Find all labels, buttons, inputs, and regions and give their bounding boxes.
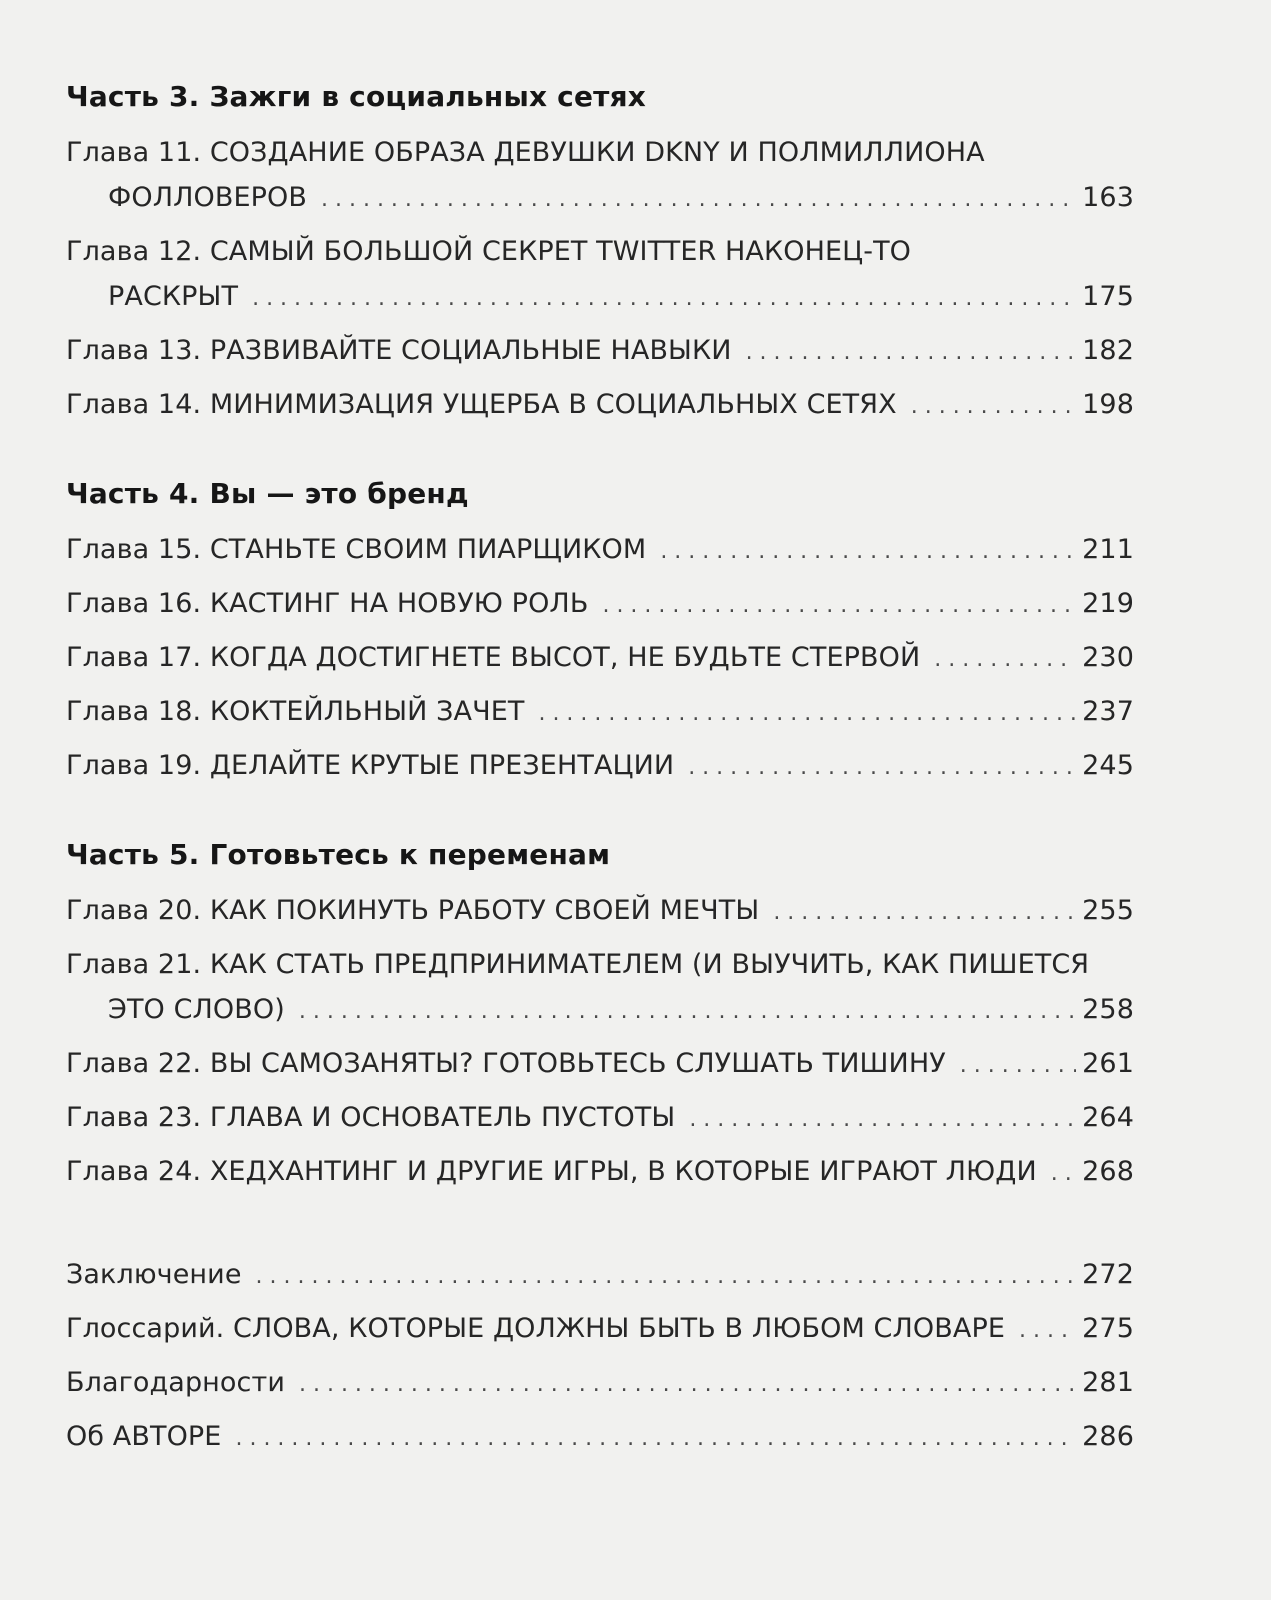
chapter-title: Глава 13. РАЗВИВАЙТЕ СОЦИАЛЬНЫЕ НАВЫКИ [66, 335, 732, 366]
toc-entry-chapter-23[interactable] [66, 1095, 1134, 1142]
chapter-title: Глава 14. МИНИМИЗАЦИЯ УЩЕРБА В СОЦИАЛЬНЫХ СЕТЯХ [66, 389, 897, 420]
part-4 [66, 475, 1134, 790]
chapter-title: Глава 23. ГЛАВА И ОСНОВАТЕЛЬ ПУСТОТЫ [66, 1102, 676, 1133]
dot-leader [688, 745, 1076, 790]
dot-leader [1019, 1308, 1076, 1353]
table-of-contents [66, 78, 1134, 1468]
page-number: 255 [1082, 895, 1134, 926]
entry-title: Об АВТОРЕ [66, 1421, 222, 1452]
dot-leader [299, 989, 1076, 1034]
toc-entry-about-author[interactable] [66, 1414, 1134, 1461]
dot-leader [660, 529, 1076, 574]
page-number: 258 [1082, 994, 1134, 1025]
chapter-title-continued: ФОЛЛОВЕРОВ [108, 182, 307, 213]
dot-leader [1051, 1151, 1076, 1196]
page-number: 175 [1082, 281, 1134, 312]
dot-leader [235, 1416, 1076, 1461]
dot-leader [538, 691, 1076, 736]
chapter-title: Глава 22. ВЫ САМОЗАНЯТЫ? ГОТОВЬТЕСЬ СЛУШАТЬ ТИШИНУ [66, 1048, 946, 1079]
part-5 [66, 836, 1134, 1196]
toc-entry-chapter-17[interactable] [66, 635, 1134, 682]
toc-entry-acknowledgements[interactable] [66, 1360, 1134, 1407]
backmatter [66, 1252, 1134, 1461]
part-title: Часть 5. Готовьтесь к переменам [66, 838, 611, 871]
toc-entry-chapter-19[interactable] [66, 743, 1134, 790]
toc-entry-chapter-11[interactable] [66, 130, 1134, 222]
page-number: 261 [1082, 1048, 1134, 1079]
part-title: Часть 3. Зажги в социальных сетях [66, 80, 647, 113]
chapter-title: Глава 11. СОЗДАНИЕ ОБРАЗА ДЕВУШКИ DKNY И ПОЛМИЛЛИОНА [66, 137, 985, 168]
chapter-title-continued: РАСКРЫТ [108, 281, 239, 312]
toc-entry-conclusion[interactable] [66, 1252, 1134, 1299]
toc-entry-chapter-18[interactable] [66, 689, 1134, 736]
toc-entry-chapter-22[interactable] [66, 1041, 1134, 1088]
toc-entry-chapter-13[interactable] [66, 328, 1134, 375]
page-number: 264 [1082, 1102, 1134, 1133]
chapter-title-continued: ЭТО СЛОВО) [108, 994, 285, 1025]
dot-leader [911, 384, 1076, 429]
page-number: 245 [1082, 750, 1134, 781]
toc-entry-chapter-16[interactable] [66, 581, 1134, 628]
page-number: 198 [1082, 389, 1134, 420]
dot-leader [934, 637, 1076, 682]
entry-title: Заключение [66, 1259, 242, 1290]
dot-leader [773, 890, 1076, 935]
page-number: 163 [1082, 182, 1134, 213]
dot-leader [299, 1362, 1076, 1407]
dot-leader [689, 1097, 1076, 1142]
part-3 [66, 78, 1134, 429]
toc-entry-chapter-20[interactable] [66, 888, 1134, 935]
dot-leader [960, 1043, 1076, 1088]
toc-entry-chapter-12[interactable] [66, 229, 1134, 321]
chapter-title: Глава 20. КАК ПОКИНУТЬ РАБОТУ СВОЕЙ МЕЧТЫ [66, 895, 760, 926]
entry-title: Глоссарий. СЛОВА, КОТОРЫЕ ДОЛЖНЫ БЫТЬ В ЛЮБОМ СЛОВАРЕ [66, 1313, 1005, 1344]
toc-entry-chapter-14[interactable] [66, 382, 1134, 429]
dot-leader [256, 1254, 1077, 1299]
page-number: 281 [1082, 1367, 1134, 1398]
page-number: 219 [1082, 588, 1134, 619]
toc-entry-chapter-15[interactable] [66, 527, 1134, 574]
page-number: 230 [1082, 642, 1134, 673]
dot-leader [746, 330, 1077, 375]
entry-title: Благодарности [66, 1367, 285, 1398]
chapter-title: Глава 21. КАК СТАТЬ ПРЕДПРИНИМАТЕЛЕМ (И ВЫУЧИТЬ, КАК ПИШЕТСЯ [66, 949, 1090, 980]
chapter-title: Глава 16. КАСТИНГ НА НОВУЮ РОЛЬ [66, 588, 589, 619]
toc-entry-glossary[interactable] [66, 1306, 1134, 1353]
dot-leader [321, 177, 1076, 222]
page-number: 237 [1082, 696, 1134, 727]
toc-entry-chapter-24[interactable] [66, 1149, 1134, 1196]
dot-leader [252, 276, 1076, 321]
page-number: 286 [1082, 1421, 1134, 1452]
chapter-title: Глава 17. КОГДА ДОСТИГНЕТЕ ВЫСОТ, НЕ БУДЬТЕ СТЕРВОЙ [66, 642, 921, 673]
toc-entry-chapter-21[interactable] [66, 942, 1134, 1034]
page-number: 275 [1082, 1313, 1134, 1344]
chapter-title: Глава 12. САМЫЙ БОЛЬШОЙ СЕКРЕТ TWITTER НАКОНЕЦ-ТО [66, 236, 912, 267]
page-number: 182 [1082, 335, 1134, 366]
chapter-title: Глава 18. КОКТЕЙЛЬНЫЙ ЗАЧЕТ [66, 696, 525, 727]
chapter-title: Глава 19. ДЕЛАЙТЕ КРУТЫЕ ПРЕЗЕНТАЦИИ [66, 750, 675, 781]
chapter-title: Глава 24. ХЕДХАНТИНГ И ДРУГИЕ ИГРЫ, В КОТОРЫЕ ИГРАЮТ ЛЮДИ [66, 1156, 1037, 1187]
page-number: 272 [1082, 1259, 1134, 1290]
chapter-title: Глава 15. СТАНЬТЕ СВОИМ ПИАРЩИКОМ [66, 534, 647, 565]
page-number: 268 [1082, 1156, 1134, 1187]
part-title: Часть 4. Вы — это бренд [66, 477, 469, 510]
dot-leader [602, 583, 1076, 628]
page-number: 211 [1082, 534, 1134, 565]
